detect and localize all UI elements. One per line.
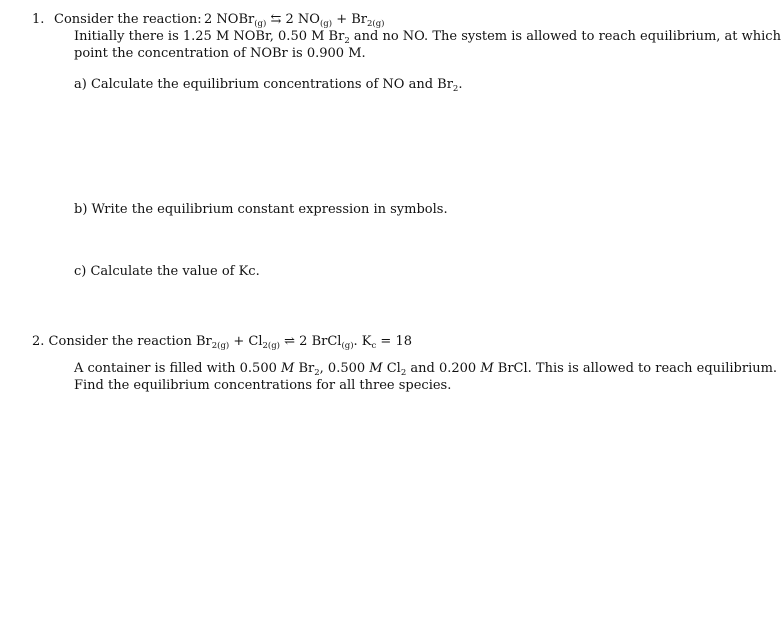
question-2-heading: 2. Consider the reaction $Br_{2(g)} + Cl_{2(g)}$ ⇌ 2 BrCl$_{(g)}$. $K_c = 18$ (32, 334, 412, 351)
question-1-part-a: a) Calculate the equilibrium concentrations of NO and $Br_2$. (74, 77, 463, 94)
question-2-statement-line-2: Find the equilibrium concentrations for all three species. (74, 378, 452, 393)
question-1-intro: Consider the reaction: (54, 12, 202, 27)
question-1-statement-line-2: point the concentration of NOBr is 0.900 M. (74, 46, 366, 61)
question-1-part-b: b) Write the equilibrium constant expression in symbols. (74, 202, 448, 217)
question-2-statement-line-1: A container is filled with 0.500 M $Br_2$, 0.500 M $Cl_2$ and 0.200 M BrCl. This is allowed to reach equilibrium. (74, 361, 778, 378)
question-1-part-c: c) Calculate the value of Kc. (74, 264, 260, 279)
question-1-statement-line-1: Initially there is 1.25 M NOBr, 0.50 M $Br_2$ and no NO. The system is allowed to reach equilibrium, at which (74, 29, 781, 46)
question-1-reaction: 2 NOBr$_{(g)}$ ⇆ 2 $NO_{(g)} + Br_{2(g)}$ (204, 12, 385, 29)
question-1-number: 1. (32, 12, 45, 27)
